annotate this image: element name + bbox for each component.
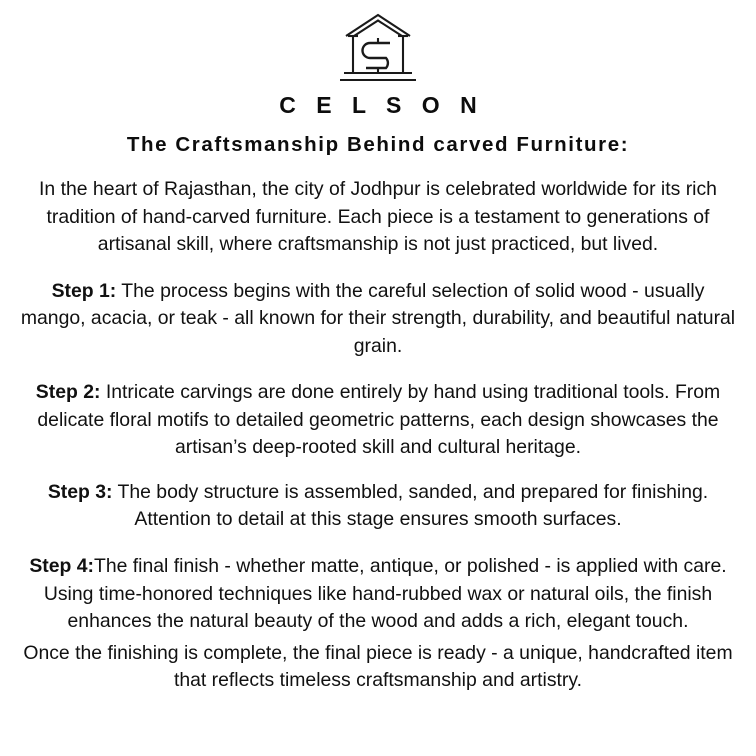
closing-paragraph: Once the finishing is complete, the final piece is ready - a unique, handcrafted item that reflects timeless craftsmanship and artistry. [23, 641, 733, 692]
step-4-label: Step 4: [29, 555, 94, 578]
step-2-label: Step 2: [35, 381, 101, 404]
step-2-text: Intricate carvings are done entirely by hand using traditional tools. From delicate floral motifs to detailed geometric patterns, each design showcases the artisan’s deep-rooted skill and cultural heritage. [37, 381, 721, 459]
step-4-paragraph [20, 553, 736, 636]
step-2-paragraph [20, 379, 736, 462]
step-1-text: The process begins with the careful selection of solid wood - usually mango, acacia, or teak - all known for their strength, durability, and beautiful natural grain. [20, 279, 736, 357]
step-1-label: Step 1: [51, 279, 117, 302]
step-1-paragraph [20, 278, 736, 361]
step-3-label: Step 3: [47, 480, 113, 503]
celson-house-monogram-logo-icon [330, 10, 426, 88]
page-title: The Craftsmanship Behind carved Furniture: [126, 133, 630, 156]
step-4-text: The final finish - whether matte, antique, or polished - is applied with care. Using time-honored techniques like hand-rubbed wax or natural oils, the finish enhances the natural beauty of the wood and adds a rich, elegant touch. [43, 555, 727, 633]
brand-wordmark: C E L S O N [279, 92, 484, 118]
step-3-text: The body structure is assembled, sanded, and prepared for finishing. Attention to detail at this stage ensures smooth surfaces. [112, 480, 709, 531]
intro-paragraph: In the heart of Rajasthan, the city of Jodhpur is celebrated worldwide for its rich tradition of hand-carved furniture. Each piece is a testament to generations of artisanal skill, where craftsmanship is not just practiced, but lived. [39, 178, 717, 256]
step-3-paragraph [20, 479, 736, 534]
